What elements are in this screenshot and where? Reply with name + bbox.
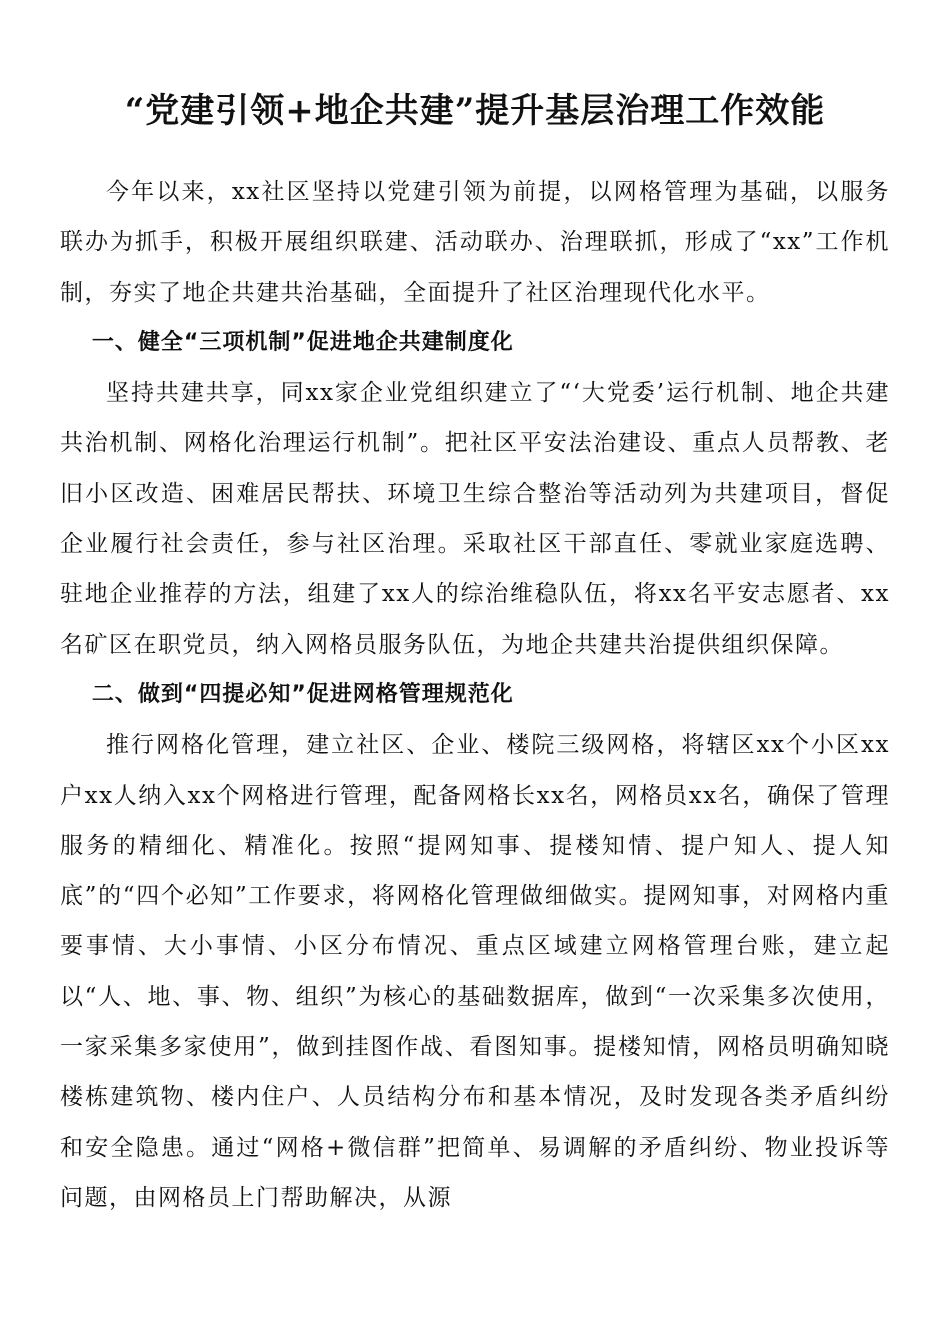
section-1-heading: 一、健全“三项机制”促进地企共建制度化: [91, 329, 514, 355]
section-2-heading: 二、做到“四提必知”促进网格管理规范化: [91, 681, 514, 707]
document-title: “党建引领+地企共建”提升基层治理工作效能: [124, 91, 826, 131]
section-1-paragraph: 坚持共建共享，同xx家企业党组织建立了“‘大党委’运行机制、地企共建共治机制、网格化治理运行机制”。把社区平安法治建设、重点人员帮教、老旧小区改造、困难居民帮扶、环境卫生综合整治等活动列为共建项目，督促企业履行社会责任，参与社区治理。采取社区干部直任、零就业家庭选聘、驻地企业推荐的方法，组建了xx人的综治维稳队伍，将xx名平安志愿者、xx名矿区在职党员，纳入网格员服务队伍，为地企共建共治提供组织保障。: [60, 380, 890, 658]
document-body: [60, 167, 890, 1223]
intro-paragraph: 今年以来，xx社区坚持以党建引领为前提，以网格管理为基础，以服务联办为抓手，积极开展组织联建、活动联办、治理联抓，形成了“xx”工作机制，夯实了地企共建共治基础，全面提升了社区治理现代化水平。: [60, 179, 890, 306]
section-2-paragraph: 推行网格化管理，建立社区、企业、楼院三级网格，将辖区xx个小区xx户xx人纳入xx个网格进行管理，配备网格长xx名，网格员xx名，确保了管理服务的精细化、精准化。按照“提网知事、提楼知情、提户知人、提人知底”的“四个必知”工作要求，将网格化管理做细做实。提网知事，对网格内重要事情、大小事情、小区分布情况、重点区域建立网格管理台账，建立起以“人、地、事、物、组织”为核心的基础数据库，做到“一次采集多次使用，一家采集多家使用”，做到挂图作战、看图知事。提楼知情，网格员明确知晓楼栋建筑物、楼内住户、人员结构分布和基本情况，及时发现各类矛盾纠纷和安全隐患。通过“网格+微信群”把简单、易调解的矛盾纠纷、物业投诉等问题，由网格员上门帮助解决，从源: [60, 732, 890, 1211]
